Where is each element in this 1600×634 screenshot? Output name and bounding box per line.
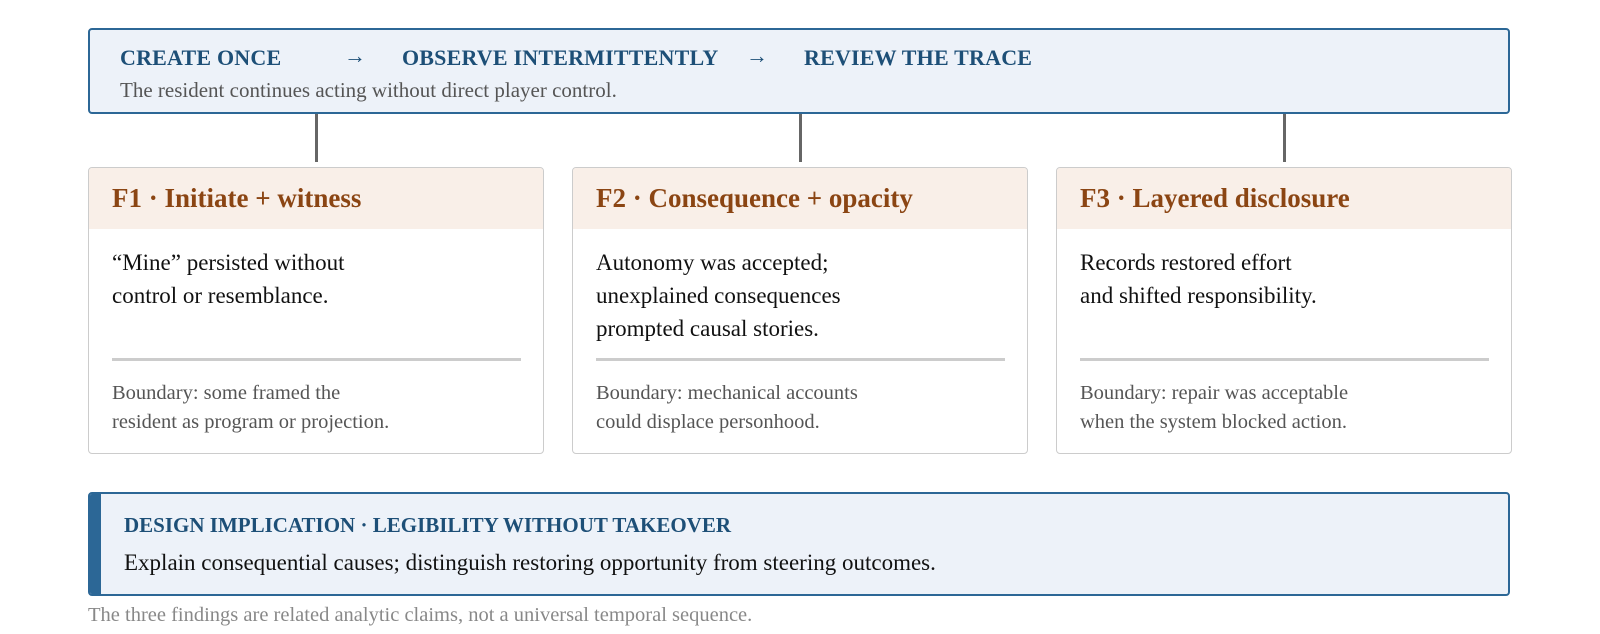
finding-body [596, 246, 1006, 345]
finding-body-line: Records restored effort [1080, 250, 1292, 275]
finding-body [112, 246, 522, 312]
divider [1080, 358, 1489, 361]
finding-boundary [1080, 379, 1490, 437]
boundary-line: could displace personhood. [596, 411, 820, 433]
boundary-line: resident as program or projection. [112, 411, 390, 433]
step-create-once: CREATE ONCE [120, 45, 282, 70]
finding-body-line: Autonomy was accepted; [596, 250, 829, 275]
accent-bar [90, 494, 101, 594]
finding-title: F1 · Initiate + witness [112, 183, 362, 213]
footnote: The three findings are related analytic claims, not a universal temporal sequence. [88, 604, 753, 626]
arrow-right-icon: → [344, 43, 366, 68]
finding-body-line: “Mine” persisted without [112, 250, 345, 275]
step-review-the-trace: REVIEW THE TRACE [804, 45, 1033, 70]
finding-header [89, 168, 543, 229]
boundary-line: Boundary: mechanical accounts [596, 382, 858, 404]
process-subtitle: The resident continues acting without direct player control. [120, 78, 617, 102]
finding-card-f2 [572, 167, 1028, 454]
implication-text: Explain consequential causes; distinguish restoring opportunity from steering outcomes. [124, 550, 936, 575]
boundary-line: Boundary: some framed the [112, 382, 341, 404]
finding-title: F3 · Layered disclosure [1080, 183, 1350, 213]
finding-body-line: and shifted responsibility. [1080, 283, 1317, 308]
finding-body-line: prompted causal stories. [596, 316, 819, 341]
connector-line [799, 114, 802, 162]
divider [596, 358, 1005, 361]
finding-header [1057, 168, 1511, 229]
connector-line [1283, 114, 1286, 162]
implication-title: DESIGN IMPLICATION · LEGIBILITY WITHOUT TAKEOVER [124, 513, 732, 537]
finding-boundary [596, 379, 1006, 437]
boundary-line: Boundary: repair was acceptable [1080, 382, 1349, 404]
finding-card-f3 [1056, 167, 1512, 454]
finding-body-line: unexplained consequences [596, 283, 841, 308]
finding-boundary [112, 379, 522, 437]
arrow-right-icon: → [746, 43, 768, 68]
finding-body-line: control or resemblance. [112, 283, 329, 308]
boundary-line: when the system blocked action. [1080, 411, 1348, 433]
finding-header [573, 168, 1027, 229]
design-implication-box [88, 492, 1510, 596]
finding-body [1080, 246, 1490, 312]
finding-card-f1 [88, 167, 544, 454]
divider [112, 358, 521, 361]
finding-title: F2 · Consequence + opacity [596, 183, 913, 213]
connector-line [315, 114, 318, 162]
step-observe-intermittently: OBSERVE INTERMITTENTLY [402, 45, 719, 70]
